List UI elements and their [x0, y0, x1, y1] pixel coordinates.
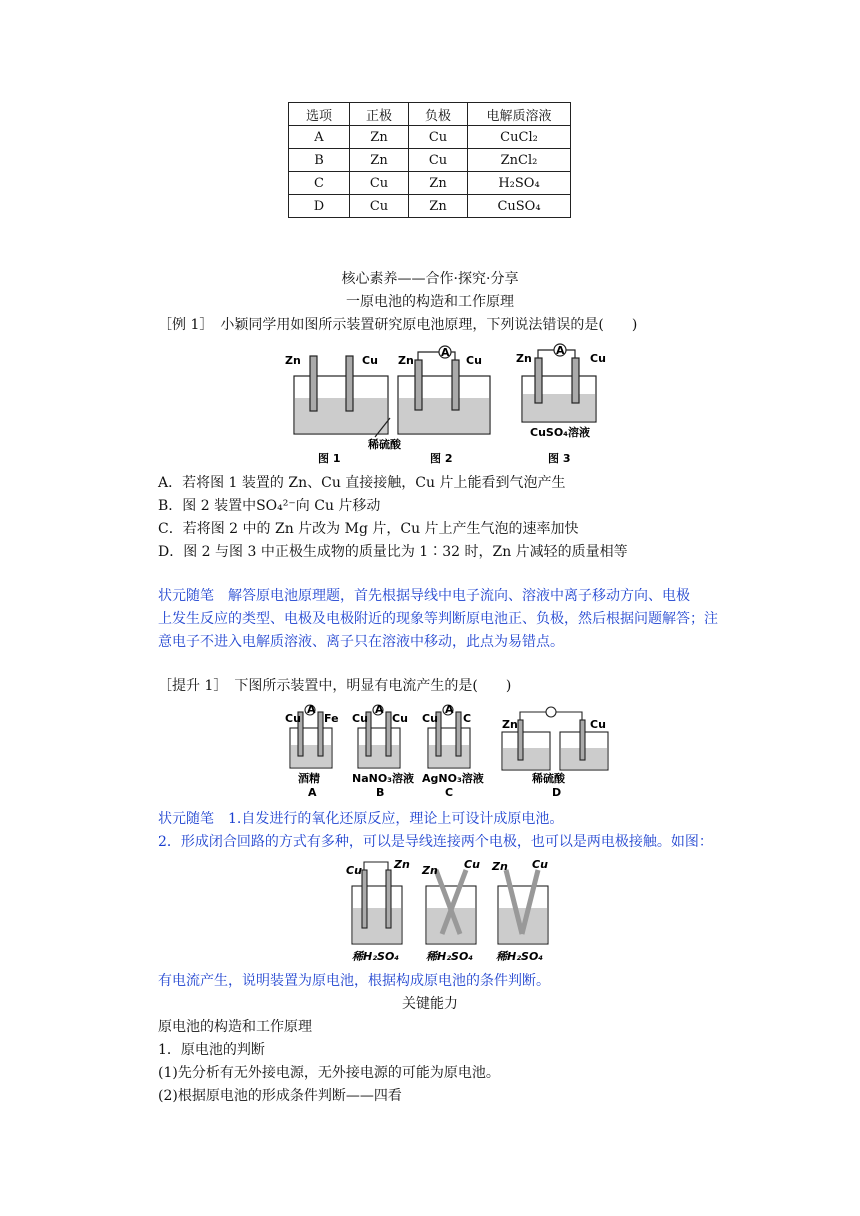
- fig-solution: 酒精: [298, 772, 320, 785]
- key-ability-line: 原电池的构造和工作原理: [158, 1019, 312, 1035]
- option-a: A．若将图 1 装置的 Zn、Cu 直接接触，Cu 片上能看到气泡产生: [158, 475, 566, 491]
- fig-label: Zn: [398, 354, 414, 367]
- table-cell: Cu: [350, 195, 409, 218]
- fig-label: A: [441, 346, 450, 359]
- fig-label: Cu: [362, 354, 378, 367]
- tip1-line: 意电子不进入电解质溶液、离子只在溶液中移动，此点为易错点。: [158, 634, 564, 650]
- table-row: [289, 149, 571, 172]
- example1-figure: [280, 340, 610, 465]
- fig-solution: 稀H₂SO₄: [352, 950, 400, 963]
- fig-solution: CuSO₄溶液: [530, 426, 590, 439]
- fig-label: Cu: [285, 712, 301, 725]
- fig-label: Zn: [492, 860, 508, 873]
- fig-caption: 图 3: [548, 452, 571, 465]
- fig-label: A: [375, 703, 384, 716]
- table-header: 负极: [409, 103, 468, 126]
- table-header: 正极: [350, 103, 409, 126]
- option-b: B．图 2 装置中SO₄²⁻向 Cu 片移动: [158, 498, 381, 514]
- table-cell: CuCl₂: [468, 126, 571, 149]
- fig-label: C: [463, 712, 472, 725]
- subsection-title: 一原电池的构造和工作原理: [346, 294, 514, 310]
- fig-label: Cu: [532, 858, 548, 871]
- table-cell: Cu: [350, 172, 409, 195]
- table-header: 选项: [289, 103, 350, 126]
- key-ability-line: 1．原电池的判断: [158, 1042, 265, 1058]
- table-header-row: [289, 103, 571, 126]
- fig-solution: AgNO₃溶液: [422, 772, 484, 785]
- fig-label: Cu: [590, 352, 606, 365]
- fig-solution: 稀H₂SO₄: [496, 950, 544, 963]
- fig-label: A: [445, 703, 454, 716]
- table-cell: A: [289, 126, 350, 149]
- tip2-line: 状元随笔 1.自发进行的氧化还原反应，理论上可设计成原电池。: [158, 811, 564, 827]
- fig-label: Fe: [324, 712, 339, 725]
- key-ability-line: (1)先分析有无外接电源，无外接电源的可能为原电池。: [158, 1065, 500, 1081]
- fig-caption: B: [376, 786, 385, 799]
- table-cell: Cu: [409, 126, 468, 149]
- table-cell: CuSO₄: [468, 195, 571, 218]
- fig-label: Zn: [285, 354, 301, 367]
- table-row: [289, 126, 571, 149]
- fig-caption: 图 2: [430, 452, 453, 465]
- fig-label: Zn: [394, 858, 410, 871]
- fig-solution: NaNO₃溶液: [352, 772, 415, 785]
- tip2-line: 2．形成闭合回路的方式有多种，可以是导线连接两个电极，也可以是两电极接触。如图：: [158, 834, 713, 850]
- table-cell: D: [289, 195, 350, 218]
- table-cell: Zn: [350, 149, 409, 172]
- fig-label: Cu: [464, 858, 480, 871]
- option-c: C．若将图 2 中的 Zn 片改为 Mg 片，Cu 片上产生气泡的速率加快: [158, 521, 579, 537]
- tip1-line: 状元随笔 解答原电池原理题，首先根据导线中电子流向、溶液中离子移动方向、电极: [158, 588, 690, 604]
- fig-caption: C: [445, 786, 454, 799]
- tip2-line: 有电流产生，说明装置为原电池，根据构成原电池的条件判断。: [158, 973, 550, 989]
- fig-label: Cu: [346, 864, 362, 877]
- key-ability-line: (2)根据原电池的形成条件判断——四看: [158, 1088, 402, 1104]
- lift1-stem: ［提升 1］ 下图所示装置中，明显有电流产生的是( ): [158, 678, 512, 694]
- tip2-figure: [340, 856, 560, 966]
- table-header: 电解质溶液: [468, 103, 571, 126]
- table-cell: B: [289, 149, 350, 172]
- fig-label: Cu: [352, 712, 368, 725]
- table-cell: Zn: [350, 126, 409, 149]
- table-cell: Cu: [409, 149, 468, 172]
- table-row: [289, 172, 571, 195]
- table-cell: H₂SO₄: [468, 172, 571, 195]
- fig-label: A: [307, 703, 316, 716]
- option-d: D．图 2 与图 3 中正极生成物的质量比为 1∶32 时，Zn 片减轻的质量相等: [158, 544, 628, 560]
- table-row: [289, 195, 571, 218]
- fig-solution: 稀硫酸: [532, 772, 565, 785]
- lift1-figure: [280, 700, 610, 800]
- fig-caption: D: [552, 786, 562, 799]
- fig-solution: 稀硫酸: [368, 438, 401, 451]
- fig-label: Zn: [502, 718, 518, 731]
- table-cell: Zn: [409, 172, 468, 195]
- fig-solution: 稀H₂SO₄: [426, 950, 474, 963]
- table-cell: ZnCl₂: [468, 149, 571, 172]
- fig-label: Cu: [392, 712, 408, 725]
- table-cell: C: [289, 172, 350, 195]
- fig-label: Zn: [422, 864, 438, 877]
- fig-caption: A: [308, 786, 317, 799]
- fig-label: Cu: [466, 354, 482, 367]
- example1-stem: ［例 1］ 小颖同学用如图所示装置研究原电池原理，下列说法错误的是( ): [158, 317, 638, 333]
- fig-label: A: [556, 344, 565, 357]
- options-table: [288, 102, 571, 218]
- fig-label: Zn: [516, 352, 532, 365]
- fig-label: Cu: [590, 718, 606, 731]
- section-title: 核心素养——合作·探究·分享: [341, 271, 519, 287]
- tip1-line: 上发生反应的类型、电极及电极附近的现象等判断原电池正、负极，然后根据问题解答；注: [158, 611, 718, 627]
- fig-caption: 图 1: [318, 452, 341, 465]
- fig-label: Cu: [422, 712, 438, 725]
- key-ability-title: 关键能力: [402, 996, 458, 1012]
- table-cell: Zn: [409, 195, 468, 218]
